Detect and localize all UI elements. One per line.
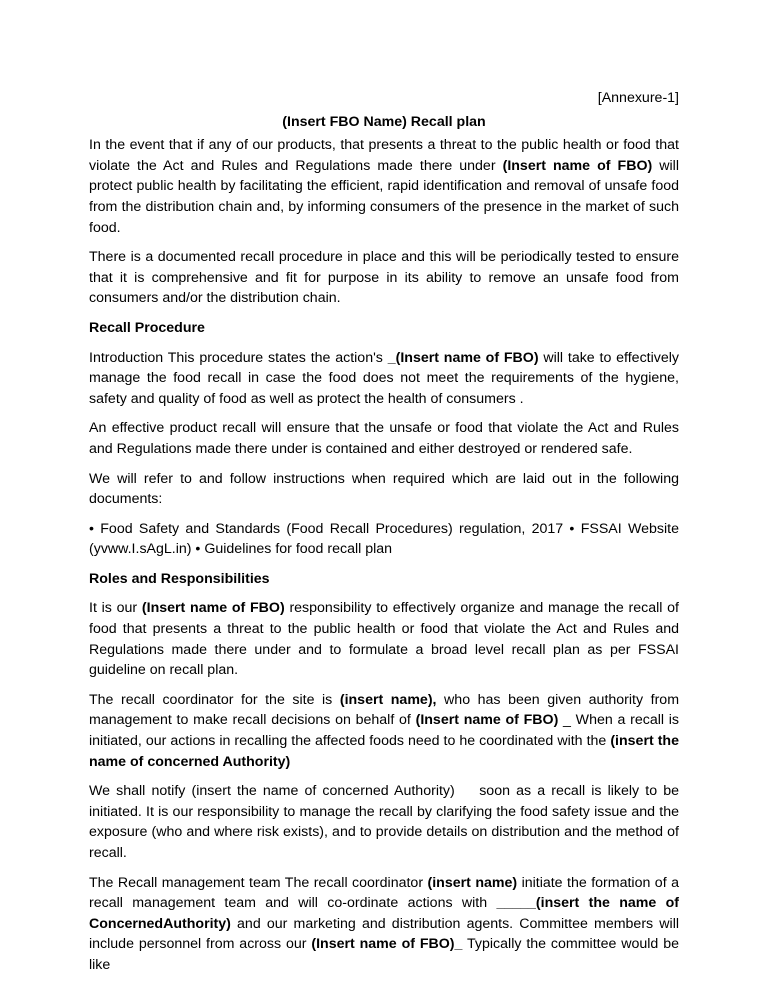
refer-paragraph: We will refer to and follow instructions when required which are laid out in the following documents: — [89, 470, 679, 508]
recall-procedure-heading: Recall Procedure — [89, 319, 205, 336]
roles-heading: Roles and Responsibilities — [89, 570, 270, 587]
document-body — [89, 88, 683, 985]
procedure-paragraph: Introduction This procedure states the action's _(Insert name of FBO) will take to effectively manage the food recall in case the food does not meet the requirements of the hygiene, safety and quality of food as well as protect the health of consumers . — [89, 349, 679, 407]
team-paragraph: The Recall management team The recall coordinator (insert name) initiate the formation of a recall management team and will co-ordinate actions with _____(insert the name of ConcernedAuthority) and our marketing and distribution agents. Committee members will include personnel from across our (Insert name of FBO)_ Typically the committee would be like — [89, 874, 679, 973]
page-title: (Insert FBO Name) Recall plan — [282, 113, 486, 130]
documented-paragraph: There is a documented recall procedure in place and this will be periodically tested to ensure that it is comprehensive and fit for purpose in its ability to remove an unsafe food from consumers and/or the distribution chain. — [89, 249, 679, 307]
intro-paragraph: In the event that if any of our products, that presents a threat to the public health or food that violate the Act and Rules and Regulations made there under (Insert name of FBO) will protect public health by facilitating the efficient, rapid identification and removal of unsafe food from the distribution chain and, by informing consumers of the presence in the market of such food. — [89, 137, 679, 236]
annexure-label: [Annexure-1] — [597, 90, 679, 106]
coordinator-paragraph: The recall coordinator for the site is (insert name), who has been given authority from management to make recall decisions on behalf of (Insert name of FBO) _ When a recall is initiated, our actions in recalling the affected foods need to he coordinated with the (insert the name of concerned Authority) — [89, 691, 680, 770]
effective-paragraph: An effective product recall will ensure that the unsafe or food that violate the Act and Rules and Regulations made there under is contained and either destroyed or rendered safe. — [89, 420, 679, 457]
roles-paragraph: It is our (Insert name of FBO) responsibility to effectively organize and manage the recall of food that presents a threat to the public health or food that violate the Act and Rules and Regulations made there under and to formulate a broad level recall plan as per FSSAI guideline on recall plan. — [89, 600, 679, 679]
documents-list: • Food Safety and Standards (Food Recall Procedures) regulation, 2017 • FSSAI Website (yvww.I.sAgL.in) • Guidelines for food recall plan — [89, 520, 679, 558]
notify-paragraph: We shall notify (insert the name of concerned Authority) soon as a recall is likely to be initiated. It is our responsibility to manage the recall by clarifying the food safety issue and the exposure (who and where risk exists), and to provide details on distribution and the method of recall. — [89, 783, 683, 861]
